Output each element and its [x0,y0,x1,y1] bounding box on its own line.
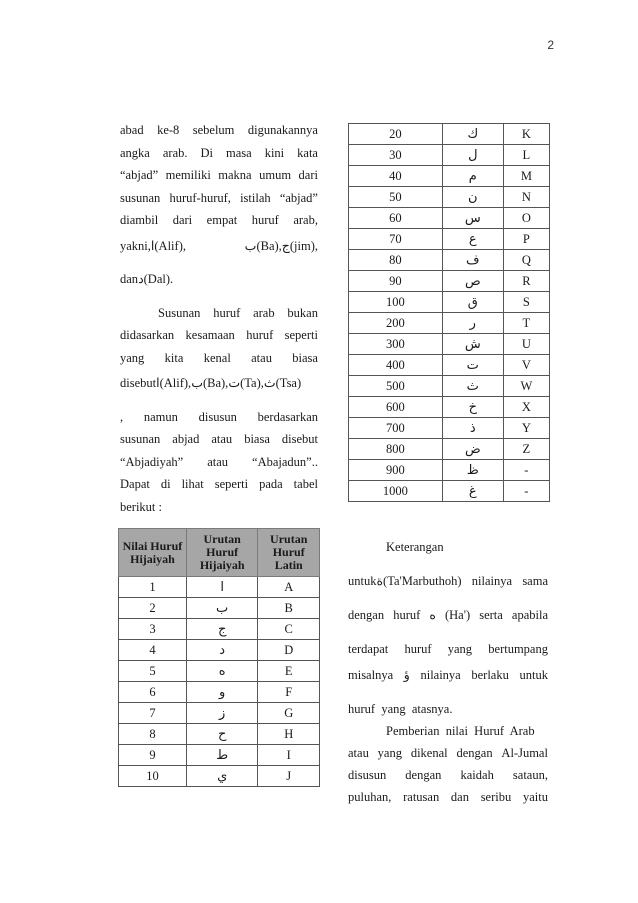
text-line [120,324,318,347]
text-line [120,209,318,232]
word: yang [120,350,145,365]
word: seperti [214,477,249,491]
word: istilah [240,190,271,205]
latin-letter-cell: N [503,187,549,208]
table-row [349,250,550,271]
table-row [119,682,320,703]
value-cell: 7 [119,703,187,724]
value-cell: 9 [119,745,187,766]
value-cell: 900 [349,460,443,481]
text-line [120,428,318,451]
table-header: Urutan Huruf Hijaiyah [186,529,258,577]
value-cell: 700 [349,418,443,439]
text-line: berikut : [120,499,163,514]
value-cell: 800 [349,439,443,460]
arabic-letter-cell: ا [186,577,258,598]
word: diambil [120,213,159,227]
word: seribu [480,790,512,804]
arabic-letter-cell: ل [442,145,503,166]
word: huruf [393,608,421,622]
word: disebut [281,432,318,446]
latin-letter-cell: Y [503,418,549,439]
word: susunan [120,190,161,205]
table-row [119,598,320,619]
value-cell: 3 [119,619,187,640]
word: kesamaan [185,328,235,342]
word: , [120,409,124,424]
word: Al-Jumal [501,746,548,760]
word: nilainya [420,668,461,682]
text-line [348,764,548,786]
word: sataun, [512,768,548,782]
latin-letter-cell: W [503,376,549,397]
word: arab, [293,213,318,227]
arabic-letter-cell: ر [442,313,503,334]
table-row [119,745,320,766]
arabic-letter-cell: و [186,682,258,703]
arabic-letter-cell: ص [442,271,503,292]
word: biasa [292,350,318,365]
value-cell: 70 [349,229,443,250]
latin-letter-cell: Z [503,439,549,460]
value-cell: 50 [349,187,443,208]
table-row [349,376,550,397]
value-cell: 300 [349,334,443,355]
arabic-letter-cell: ن [442,187,503,208]
word: disusun [348,768,387,782]
arabic-letter-cell: ذ [442,418,503,439]
latin-letter-cell: G [258,703,320,724]
latin-letter-cell: S [503,292,549,313]
word: yaitu [522,790,548,804]
text-line [120,164,318,187]
arabic-letter-cell: ح [186,724,258,745]
latin-letter-cell: J [258,766,320,787]
word: untuk [519,668,548,682]
word: atau [211,432,233,446]
value-cell: 20 [349,124,443,145]
latin-letter-cell: - [503,460,549,481]
arabic-letter-cell: ع [442,229,503,250]
word: dikenal [410,746,448,760]
word: arab. [162,145,188,160]
word: abad [120,123,144,137]
word: namun [143,409,178,424]
latin-letter-cell: A [258,577,320,598]
word: serta [479,608,503,622]
word: didasarkan [120,328,175,342]
word: atau [251,350,272,365]
word: kata [297,145,318,160]
latin-letter-cell: B [258,598,320,619]
table-row [119,619,320,640]
word: ke-8 [157,123,180,137]
arabic-letter-cell: ظ [442,460,503,481]
word: apabila [511,608,548,622]
latin-letter-cell: P [503,229,549,250]
word: terdapat [348,642,389,656]
table-row [119,703,320,724]
table-row [349,418,550,439]
arabic-letter-cell: ط [186,745,258,766]
value-cell: 5 [119,661,187,682]
table-row [349,313,550,334]
latin-letter-cell: K [503,124,549,145]
value-cell: 90 [349,271,443,292]
arabic-letter-cell: ت [442,355,503,376]
word: dan [450,790,469,804]
arabic-letter-cell: ث [442,376,503,397]
word: empat [206,213,238,227]
word: lihat [181,477,204,491]
word: dengan [456,746,493,760]
table-header: Urutan Huruf Latin [258,529,320,577]
hijaiyah-table-left [118,528,320,787]
word: nilainya [471,574,513,588]
text-line: danد(Dal). [120,272,174,286]
arabic-letter-cell: ي [186,766,258,787]
table-row [349,334,550,355]
latin-letter-cell: U [503,334,549,355]
word: masa [226,145,252,160]
latin-letter-cell: - [503,481,549,502]
text-fragment: yakni,ا(Alif), [120,238,186,253]
latin-letter-cell: X [503,397,549,418]
word: misalnya [348,668,394,682]
word: abjad [172,432,200,446]
word: Susunan [158,305,201,320]
text-line [120,187,318,210]
value-cell: 30 [349,145,443,166]
text-line: Keterangan [386,540,444,554]
latin-letter-cell: L [503,145,549,166]
word: puluhan, [348,790,392,804]
text-fragment: ب(Ba),ج(jim), [244,238,318,253]
text-line: disebutا(Alif),ب(Ba),ت(Ta),ث(Tsa) [120,376,302,390]
table-row [349,271,550,292]
word: memiliki [165,168,211,182]
value-cell: 2 [119,598,187,619]
word: biasa [244,432,270,446]
word: huruf-huruf, [169,190,231,205]
latin-letter-cell: R [503,271,549,292]
arabic-letter-cell: ف [442,250,503,271]
arabic-letter-cell: ج [186,619,258,640]
table-row [349,124,550,145]
text-line [348,664,548,686]
word: untukة(Ta'Marbuthoh) [348,574,462,588]
right-column-text [348,536,548,808]
table-row [349,145,550,166]
word: ه [429,608,436,622]
word: “abjad” [279,190,318,205]
word: atau [207,454,229,469]
table-row [349,166,550,187]
table-row [349,355,550,376]
value-cell: 10 [119,766,187,787]
word: “abjad” [120,168,159,182]
arabic-letter-cell: م [442,166,503,187]
value-cell: 200 [349,313,443,334]
table-row [349,439,550,460]
latin-letter-cell: F [258,682,320,703]
table-row [349,460,550,481]
arabic-letter-cell: س [442,208,503,229]
latin-letter-cell: I [258,745,320,766]
latin-letter-cell: C [258,619,320,640]
table-header: Nilai Huruf Hijaiyah [119,529,187,577]
text-line [348,742,548,764]
table-row [349,397,550,418]
word: kaidah [460,768,494,782]
word: huruf [251,213,279,227]
table-row [119,640,320,661]
word: kita [164,350,184,365]
word: yang [377,746,402,760]
value-cell: 500 [349,376,443,397]
word: di [160,477,171,491]
hijaiyah-table-right [348,123,550,502]
text-line [348,570,548,592]
table-row [119,661,320,682]
text-line [120,451,318,474]
value-cell: 6 [119,682,187,703]
value-cell: 4 [119,640,187,661]
word: Dapat [120,477,150,491]
word: yang [447,642,473,656]
arabic-letter-cell: ض [442,439,503,460]
value-cell: 400 [349,355,443,376]
word: bukan [287,305,318,320]
word: dengan [348,608,385,622]
word: “Abajadun”.. [252,454,318,469]
text-line [120,347,318,370]
text-line [348,786,548,808]
latin-letter-cell: D [258,640,320,661]
value-cell: 60 [349,208,443,229]
text-line: huruf yang atasnya. [348,702,453,716]
arabic-letter-cell: غ [442,481,503,502]
table-row [349,229,550,250]
word: huruf [246,328,274,342]
word: berdasarkan [257,409,318,424]
arabic-letter-cell: ه [186,661,258,682]
word: dari [172,213,193,227]
word: Di [200,145,213,160]
text-line: Pemberian nilai Huruf Arab [386,724,535,738]
word: seperti [284,328,318,342]
text-line [120,473,318,496]
word: dengan [405,768,442,782]
word: berlaku [471,668,509,682]
word: “Abjadiyah” [120,454,184,469]
word: disusun [198,409,237,424]
value-cell: 1 [119,577,187,598]
table-row [349,292,550,313]
table-row [349,187,550,208]
value-cell: 600 [349,397,443,418]
word: sebelum [192,123,235,137]
arabic-letter-cell: ش [442,334,503,355]
word: pada [259,477,283,491]
arabic-letter-cell: ز [186,703,258,724]
word: ؤ [403,668,410,682]
word: atau [348,746,369,760]
value-cell: 80 [349,250,443,271]
arabic-letter-cell: ب [186,598,258,619]
latin-letter-cell: E [258,661,320,682]
text-line [120,235,318,258]
word: arab [253,305,275,320]
latin-letter-cell: H [258,724,320,745]
value-cell: 100 [349,292,443,313]
word: susunan [120,432,161,446]
text-line [120,302,318,325]
word: makna [218,168,252,182]
text-line [348,604,548,626]
latin-letter-cell: M [503,166,549,187]
table-row [119,577,320,598]
word: dari [298,168,318,182]
word: sama [522,574,548,588]
word: (Ha') [444,608,471,622]
word: tabel [293,477,318,491]
value-cell: 8 [119,724,187,745]
text-line [120,119,318,142]
word: umum [259,168,292,182]
page-number: 2 [547,38,554,52]
word: bertumpang [488,642,548,656]
word: huruf [404,642,432,656]
table-row [119,724,320,745]
arabic-letter-cell: ك [442,124,503,145]
latin-letter-cell: T [503,313,549,334]
latin-letter-cell: O [503,208,549,229]
latin-letter-cell: V [503,355,549,376]
arabic-letter-cell: ق [442,292,503,313]
table-row [349,208,550,229]
word: digunakannya [247,123,318,137]
word: ratusan [403,790,440,804]
arabic-letter-cell: خ [442,397,503,418]
word: kenal [203,350,231,365]
value-cell: 40 [349,166,443,187]
word: angka [120,145,150,160]
table-row [119,766,320,787]
arabic-letter-cell: د [186,640,258,661]
word: kini [264,145,285,160]
text-line [120,142,318,165]
latin-letter-cell: Q [503,250,549,271]
table-row [349,481,550,502]
left-column-text [120,119,318,518]
value-cell: 1000 [349,481,443,502]
word: huruf [213,305,241,320]
text-line [348,638,548,660]
text-line [120,406,318,429]
